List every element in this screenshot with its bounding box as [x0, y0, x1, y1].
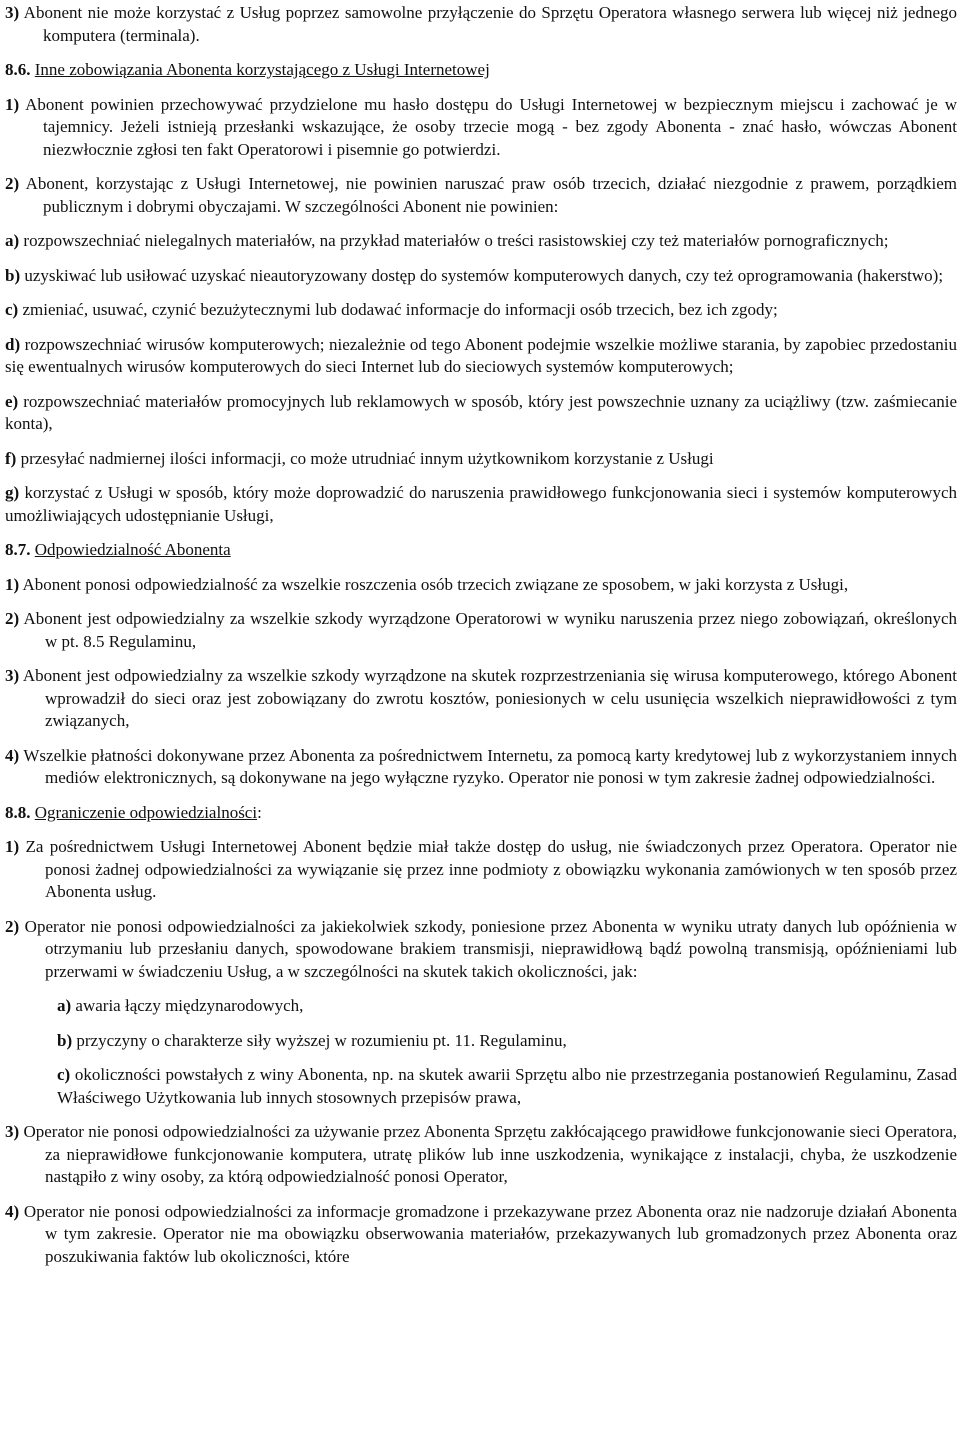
item-8-8-2c	[5, 1064, 957, 1109]
item-text: zmieniać, usuwać, czynić bezużytecznymi lub dodawać informacje do informacji osób trzecich, bez ich zgody;	[22, 300, 778, 319]
item-label: e)	[5, 391, 19, 411]
item-text: Abonent ponosi odpowiedzialność za wszelkie roszczenia osób trzecich związane ze sposobem, w jaki korzysta z Usługi,	[22, 574, 849, 594]
item-label: a)	[57, 996, 72, 1015]
section-heading-8-7	[5, 539, 957, 562]
item-label: 3)	[5, 1122, 20, 1141]
item-text: Abonent, korzystając z Usługi Internetowej, nie powinien naruszać praw osób trzecich, działać niezgodnie z prawem, porządkiem publicznym i dobrymi obyczajami. W szczególności Abonent nie powinien:	[25, 174, 958, 216]
item-8-6-2	[5, 173, 957, 218]
item-text: Abonent powinien przechowywać przydzielone mu hasło dostępu do Usługi Internetowej w bezpiecznym miejscu i zachować je w tajemnicy. Jeżeli istnieją przesłanki wskazujące, że osoby trzecie mogą - bez zgody Abonenta - znać hasło, wówczas Abonent niezwłocznie zgłosi ten fakt Operatorowi i pisemnie go potwierdzi.	[25, 94, 957, 159]
item-text: Wszelkie płatności dokonywane przez Abonenta za pośrednictwem Internetu, za pomocą karty kredytowej lub z wykorzystaniem innych mediów elektronicznych, są dokonywane na jego wyłączne ryzyko. Operator nie ponosi w tym zakresie żadnej odpowiedzialności.	[23, 745, 958, 787]
item-text: Operator nie ponosi odpowiedzialności za informacje gromadzone i przekazywane przez Abonenta oraz nie nadzoruje działań Abonenta w tym zakresie. Operator nie ma obowiązku obserwowania materiałów, przekazywanych lub gromadzonych przez Abonenta oraz poszukiwania faktów lub okoliczności, które	[23, 1201, 957, 1266]
item-text: Abonent jest odpowiedzialny za wszelkie szkody wyrządzone na skutek rozprzestrzeniania się wirusa komputerowego, którego Abonent wprowadził do sieci oraz jest zobowiązany do zwrotu kosztów, poniesionych w celu usunięcia wszelkich nieprawidłowości z tym związanych,	[22, 666, 957, 730]
section-title: Odpowiedzialność Abonenta	[34, 540, 231, 559]
item-label: c)	[57, 1065, 71, 1084]
item-label: c)	[5, 300, 19, 319]
item-label: 2)	[5, 609, 20, 628]
item-8-6-2e	[5, 391, 957, 436]
item-text: uzyskiwać lub usiłować uzyskać nieautoryzowany dostęp do systemów komputerowych danych, czy też oprogramowania (hakerstwo);	[24, 265, 944, 285]
item-8-8-2	[5, 916, 957, 984]
section-number: 8.7.	[5, 540, 31, 559]
item-text: awaria łączy międzynarodowych,	[75, 996, 304, 1015]
item-label: 1)	[5, 94, 20, 114]
item-8-6-2f	[5, 448, 957, 471]
item-8-5-3	[5, 2, 957, 47]
item-text: rozpowszechniać wirusów komputerowych; niezależnie od tego Abonent podejmie wszelkie możliwe starania, by zapobiec przedostaniu się ewentualnych wirusów komputerowych do sieci Internet lub do sieciowych systemów komputerowych;	[5, 334, 958, 376]
item-text: przesyłać nadmiernej ilości informacji, co może utrudniać innym użytkownikom korzystanie z Usługi	[20, 448, 714, 468]
item-text: Operator nie ponosi odpowiedzialności za używanie przez Abonenta Sprzętu zakłócającego prawidłowe funkcjonowanie sieci Operatora, za nieprawidłowe funkcjonowanie komputera, utratę plików lub inne uszkodzenia, wynikające z instalacji, chyba, że uszkodzenie nastąpiło z winy osoby, za którą odpowiedzialność ponosi Operator,	[23, 1122, 957, 1186]
item-label: 1)	[5, 574, 20, 594]
item-8-6-2b	[5, 265, 957, 288]
item-label: 1)	[5, 837, 20, 856]
item-8-8-2b	[5, 1030, 957, 1053]
item-label: b)	[57, 1030, 73, 1050]
item-8-8-4	[5, 1201, 957, 1269]
item-label: 2)	[5, 174, 20, 193]
item-text: Za pośrednictwem Usługi Internetowej Abonent będzie miał także dostęp do usług, nie świadczonych przez Operatora. Operator nie ponosi żadnej odpowiedzialności za wywiązanie się przez inne podmioty z obowiązku wykonania zamówionych w ten sposób przez Abonenta usług.	[25, 837, 957, 901]
item-8-7-2	[5, 608, 957, 653]
item-8-6-2d	[5, 334, 957, 379]
item-text: rozpowszechniać materiałów promocyjnych lub reklamowych w sposób, który jest powszechnie uznany za uciążliwy (tzw. zaśmiecanie konta),	[5, 391, 958, 433]
item-label: 2)	[5, 916, 20, 936]
section-title: Ograniczenie odpowiedzialności	[34, 802, 258, 822]
section-title: Inne zobowiązania Abonenta korzystającego z Usługi Internetowej	[34, 60, 490, 79]
section-heading-8-6	[5, 59, 957, 82]
item-8-6-2g	[5, 482, 957, 527]
section-number: 8.6.	[5, 60, 31, 79]
item-8-8-1	[5, 836, 957, 904]
item-label: 4)	[5, 1201, 20, 1221]
item-label: d)	[5, 334, 21, 354]
item-label: 4)	[5, 745, 20, 765]
item-8-7-4	[5, 745, 957, 790]
item-text: rozpowszechniać nielegalnych materiałów, na przykład materiałów o treści rasistowskiej czy też materiałów pornograficznych;	[23, 231, 889, 250]
item-label: g)	[5, 483, 20, 502]
section-heading-8-8	[5, 802, 957, 825]
item-label: b)	[5, 265, 21, 285]
section-title-colon: :	[257, 802, 262, 822]
item-8-8-3	[5, 1121, 957, 1189]
item-8-7-3	[5, 665, 957, 733]
item-label: f)	[5, 448, 17, 468]
item-text: okoliczności powstałych z winy Abonenta, np. na skutek awarii Sprzętu albo nie przestrzegania postanowień Regulaminu, Zasad Właściwego Użytkowania lub innych stosownych przepisów prawa,	[57, 1065, 958, 1107]
section-number: 8.8.	[5, 802, 31, 822]
item-label: 3)	[5, 666, 20, 685]
item-text: Abonent nie może korzystać z Usług poprzez samowolne przyłączenie do Sprzętu Operatora własnego serwera lub więcej niż jednego komputera (terminala).	[23, 3, 958, 45]
item-label: a)	[5, 231, 20, 250]
document-page	[5, 2, 957, 1268]
item-text: Abonent jest odpowiedzialny za wszelkie szkody wyrządzone Operatorowi w wyniku naruszenia przez niego zobowiązań, określonych w pt. 8.5 Regulaminu,	[23, 609, 957, 651]
item-text: przyczyny o charakterze siły wyższej w rozumieniu pt. 11. Regulaminu,	[76, 1030, 567, 1050]
item-8-6-1	[5, 94, 957, 162]
item-8-7-1	[5, 574, 957, 597]
item-8-6-2a	[5, 230, 957, 253]
item-text: Operator nie ponosi odpowiedzialności za jakiekolwiek szkody, poniesione przez Abonenta w wyniku utraty danych lub opóźnienia w otrzymaniu lub przesłaniu danych, spowodowane brakiem transmisji, nieprawidłową bądź powolną transmisją, opóźnieniami lub przerwami w świadczeniu Usług, a w szczególności na skutek takich okoliczności, jak:	[24, 916, 957, 981]
item-8-8-2a	[5, 995, 957, 1018]
item-label: 3)	[5, 3, 20, 22]
item-text: korzystać z Usługi w sposób, który może doprowadzić do naruszenia prawidłowego funkcjonowania sieci i systemów komputerowych umożliwiających udostępnianie Usługi,	[5, 483, 957, 525]
item-8-6-2c	[5, 299, 957, 322]
